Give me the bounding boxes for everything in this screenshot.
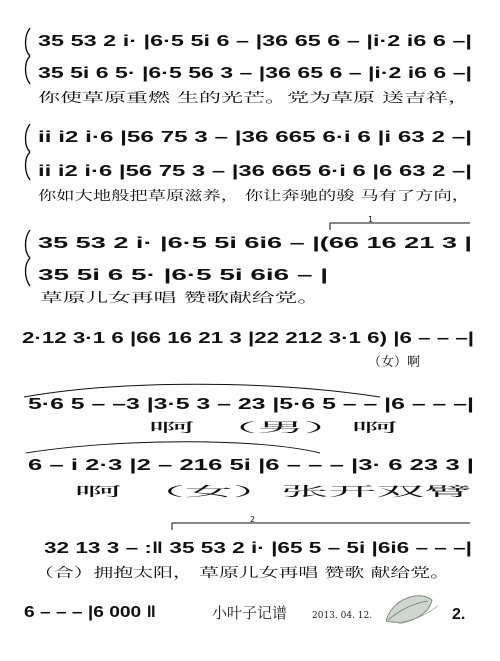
lyric-line: 啊 （女）张开双臂 bbox=[74, 485, 472, 500]
notation-line: 35 53 2 i· |6·5 5i 6i6 – |(66 16 21 3 | bbox=[38, 235, 472, 252]
notation-line: 5·6 5 – –3 |3·5 3 – 23 |5·6 5 – – |6 – – –| bbox=[28, 396, 474, 413]
system-3 bbox=[26, 215, 473, 306]
volta-number: 2 bbox=[250, 515, 256, 524]
notation-line: 6 – – – |6 000 ‖ bbox=[24, 604, 156, 621]
system-8 bbox=[24, 596, 465, 624]
lyric-line: 草原儿女再唱 赞歌献给党。 bbox=[40, 291, 201, 306]
lyric-line: 啊 （男）啊 bbox=[148, 421, 398, 436]
system-4 bbox=[22, 330, 474, 370]
notation-line: 35 5i 6 5· |6·5 56 3 – |36 65 6 – |i·2 i6 6 –| bbox=[38, 65, 472, 82]
page-number: 2. bbox=[452, 606, 466, 623]
lyric-line: （合）拥抱太阳， 草原儿女再唱 赞歌 献给党。 bbox=[34, 566, 307, 581]
system-6 bbox=[26, 442, 474, 500]
notation-line: 2·12 3·1 6 |66 16 21 3 |22 212 3·1 6) |6 – – –| bbox=[22, 330, 474, 347]
signature-date: 2013. 04. 12. bbox=[312, 611, 373, 621]
lyric-line: 你如大地般把草原滋养， 你让奔驰的骏 马有了方向， bbox=[38, 189, 346, 204]
leaf-icon bbox=[386, 596, 438, 624]
signature-author: 小叶子记谱 bbox=[212, 604, 288, 622]
system-2 bbox=[26, 124, 473, 204]
notation-line: ii i2 i·6 |56 75 3 – |36 665 6·i 6 |6 63 2 –| bbox=[38, 163, 472, 180]
notation-line: 35 53 2 i· |6·5 5i 6 – |36 65 6 – |i·2 i6 6 –| bbox=[38, 33, 472, 50]
notation-line: 35 5i 6 5· |6·5 5i 6i6 – | bbox=[38, 267, 328, 284]
system-5 bbox=[24, 384, 474, 436]
system-brace bbox=[26, 124, 31, 180]
volta-bracket-first bbox=[330, 223, 470, 230]
lyric-line: （女）啊 bbox=[368, 355, 421, 370]
tie-arc bbox=[26, 442, 320, 453]
volta-bracket-second bbox=[172, 523, 470, 530]
notation-line: 6 – i 2·3 |2 – 216 5i |6 – – – |3· 6 23 3 | bbox=[28, 457, 474, 474]
system-1 bbox=[26, 28, 473, 106]
system-7 bbox=[34, 515, 472, 581]
notation-line: ii i2 i·6 |56 75 3 – |36 665 6·i 6 |i 63 2 –| bbox=[38, 129, 472, 146]
system-brace bbox=[26, 230, 31, 286]
lyric-line: 你使草原重燃 生的光芒。党为草原 送吉祥， bbox=[38, 91, 294, 106]
volta-number: 1 bbox=[368, 215, 374, 224]
system-brace bbox=[26, 28, 31, 84]
notation-line: 32 13 3 – :‖ 35 53 2 i· |65 5 – 5i |6i6 – – –| bbox=[44, 540, 472, 557]
